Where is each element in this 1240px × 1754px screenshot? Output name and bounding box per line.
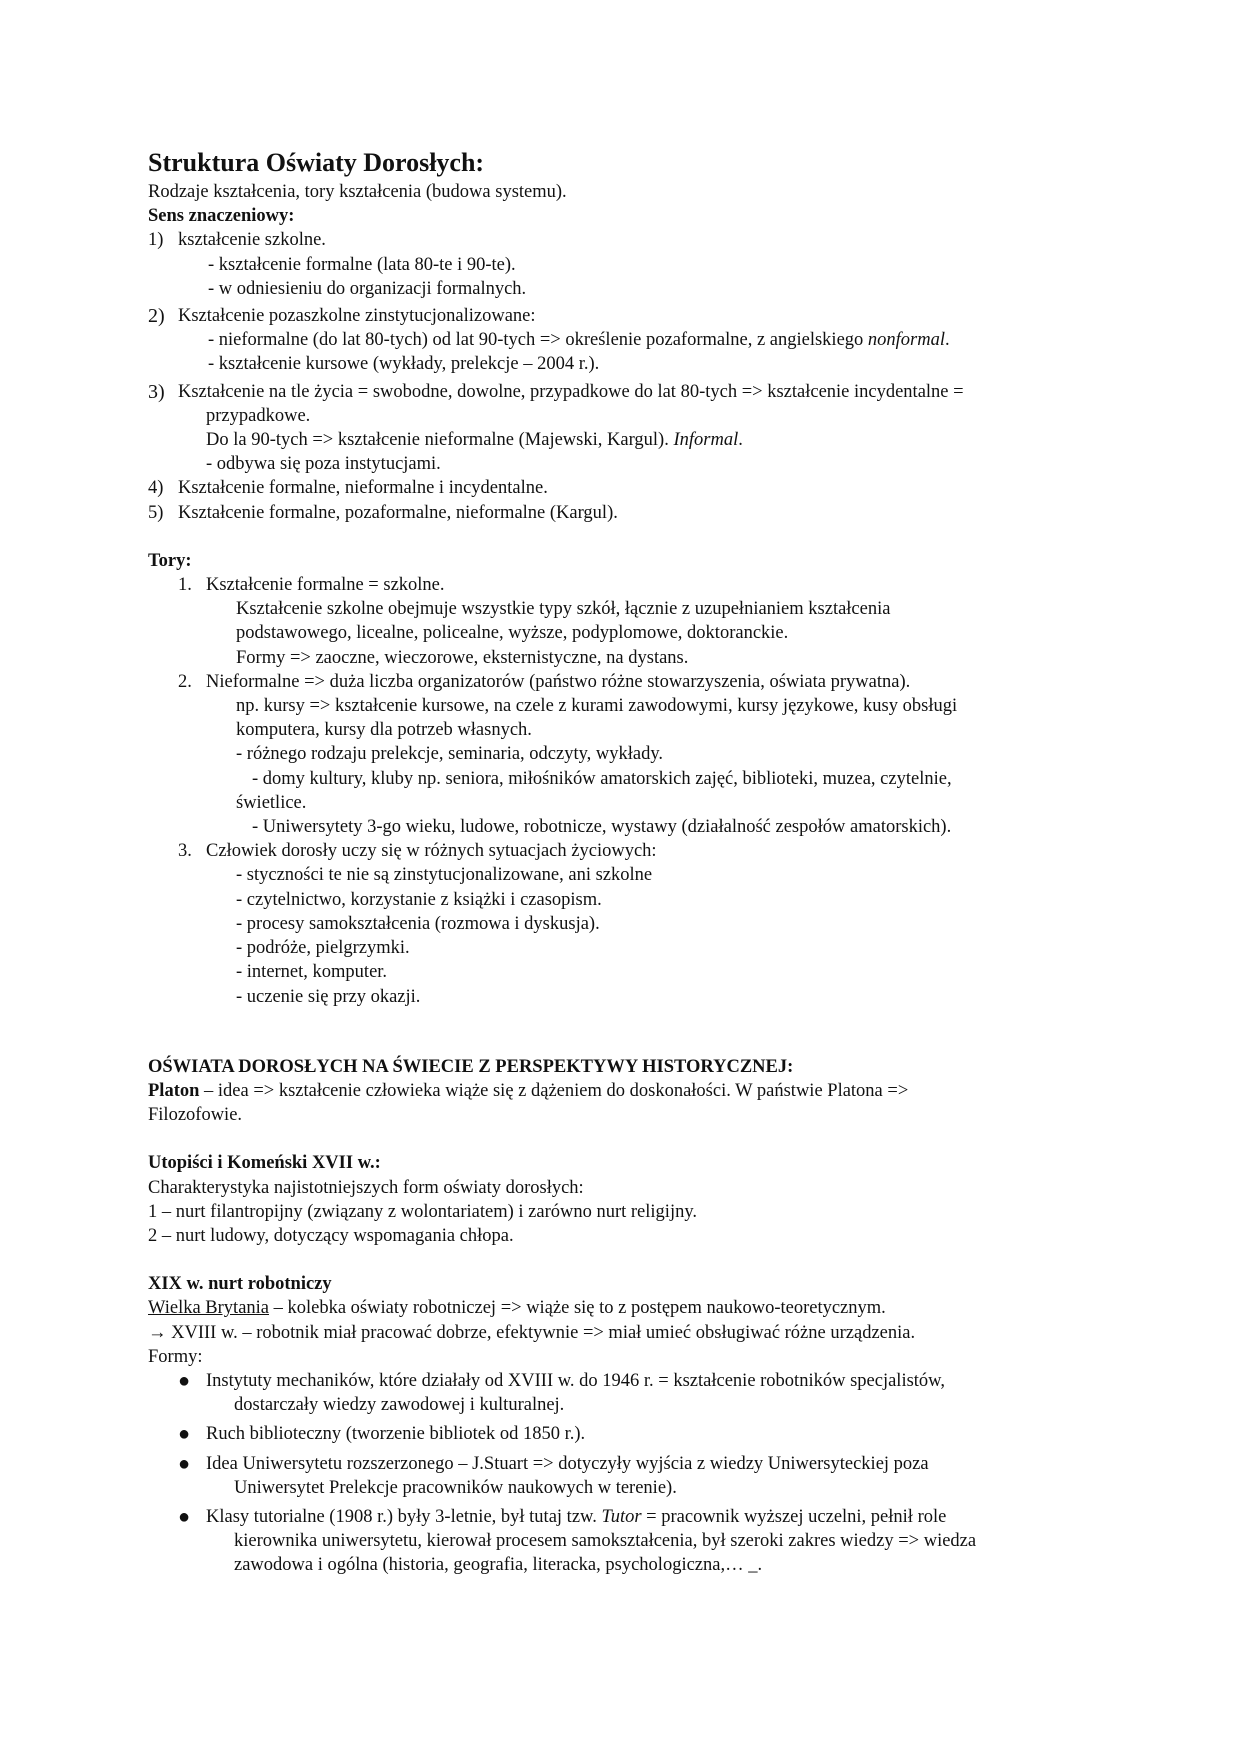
- platon-paragraph: [148, 1079, 1098, 1103]
- sub-line: - kształcenie formalne (lata 80-te i 90-te).: [208, 254, 516, 275]
- sub-line: - procesy samokształcenia (rozmowa i dyskusja).: [236, 913, 600, 934]
- sens-item: [148, 501, 1098, 525]
- sub-text: Do la 90-tych => kształcenie nieformalne (Majewski, Kargul).: [206, 430, 674, 451]
- item-number: 2): [148, 305, 165, 328]
- item-number: 3.: [178, 841, 192, 862]
- tory-item: [148, 839, 1098, 863]
- bullet-line: Idea Uniwersytetu rozszerzonego – J.Stuart => dotyczyły wyjścia z wiedzy Uniwersyteckiej poza: [206, 1453, 929, 1474]
- bullet-icon: ●: [178, 1423, 191, 1446]
- wb-name: Wielka Brytania: [148, 1298, 269, 1319]
- sub-line: Formy => zaoczne, wieczorowe, eksternistyczne, na dystans.: [236, 647, 689, 668]
- sub-line: komputera, kursy dla potrzeb własnych.: [236, 720, 532, 741]
- platon-continuation: Filozofowie.: [148, 1105, 243, 1126]
- item-number: 1.: [178, 575, 192, 596]
- bullet-item: [148, 1505, 1098, 1578]
- sub-line: - uczenie się przy okazji.: [236, 986, 421, 1007]
- sens-item: [148, 476, 1098, 500]
- punct: .: [738, 430, 743, 451]
- sub-line: - odbywa się poza instytucjami.: [206, 454, 441, 475]
- item-number: 2.: [178, 671, 192, 692]
- tory-item: [148, 573, 1098, 597]
- wb-text: – kolebka oświaty robotniczej => wiąże się to z postępem naukowo-teoretycznym.: [269, 1298, 886, 1319]
- item-text: Człowiek dorosły uczy się w różnych sytuacjach życiowych:: [206, 841, 657, 862]
- bullet-item: [148, 1369, 1098, 1417]
- sub-line: - domy kultury, kluby np. seniora, miłośników amatorskich zajęć, biblioteki, muzea, czytelnie,: [252, 768, 952, 789]
- sub-line: - Uniwersytety 3-go wieku, ludowe, robotnicze, wystawy (działalność zespołów amatorskich).: [252, 817, 952, 838]
- bullet-text: [148, 1422, 1098, 1446]
- bullet-icon: ●: [178, 1505, 191, 1528]
- sens-item: [148, 380, 1098, 404]
- utopisci-line: Charakterystyka najistotniejszych form oświaty dorosłych:: [148, 1177, 584, 1198]
- item-text: Nieformalne => duża liczba organizatorów (państwo różne stowarzyszenia, oświata prywatna).: [206, 671, 911, 692]
- sens-item: [148, 304, 1098, 328]
- utopisci-line: 1 – nurt filantropijny (związany z wolontariatem) i zarówno nurt religijny.: [148, 1201, 698, 1222]
- sub-line: - czytelnictwo, korzystanie z książki i czasopism.: [236, 889, 602, 910]
- bullet-line: Ruch biblioteczny (tworzenie bibliotek od 1850 r.).: [206, 1424, 586, 1445]
- utopisci-heading: Utopiści i Komeński XVII w.:: [148, 1153, 381, 1174]
- bullet-line: kierownika uniwersytetu, kierował procesem samokształcenia, był szeroki zakres wiedzy => wiedza: [234, 1531, 977, 1552]
- sub-line: podstawowego, licealne, policealne, wyższe, podyplomowe, doktoranckie.: [236, 623, 789, 644]
- item-number: 4): [148, 478, 164, 499]
- sens-item: [148, 228, 1098, 252]
- sub-line: - różnego rodzaju prelekcje, seminaria, odczyty, wykłady.: [236, 744, 664, 765]
- forms-label: Formy:: [148, 1346, 203, 1367]
- bullet-item: [148, 1452, 1098, 1500]
- bullet-text: [148, 1505, 1098, 1578]
- xix-heading: XIX w. nurt robotniczy: [148, 1274, 332, 1295]
- tutor-term: Tutor: [601, 1506, 642, 1527]
- intro-line: Rodzaje kształcenia, tory kształcenia (budowa systemu).: [148, 182, 567, 202]
- item-text: Kształcenie formalne, nieformalne i incydentalne.: [178, 478, 548, 499]
- item-text: kształcenie szkolne.: [178, 230, 326, 251]
- bullet-item: [148, 1422, 1098, 1446]
- sub-line: świetlice.: [236, 792, 307, 813]
- platon-name: Platon: [148, 1080, 200, 1101]
- item-text: Kształcenie na tle życia = swobodne, dowolne, przypadkowe do lat 80-tych => kształcenie incydentalne =: [178, 381, 964, 402]
- document-body: [148, 146, 1098, 1583]
- foreign-term: nonformal: [867, 330, 946, 351]
- sub-line: - podróże, pielgrzymki.: [236, 938, 410, 959]
- sub-line: Kształcenie szkolne obejmuje wszystkie typy szkół, łącznie z uzupełnianiem kształcenia: [236, 599, 891, 620]
- item-number: 5): [148, 502, 164, 523]
- sub-line: - internet, komputer.: [236, 962, 388, 983]
- sub-line: - w odniesieniu do organizacji formalnych.: [208, 278, 527, 299]
- bullet-line: = pracownik wyższej uczelni, pełnił role: [641, 1506, 947, 1527]
- foreign-term: Informal: [673, 430, 739, 451]
- platon-text: – idea => kształcenie człowieka wiąże się z dążeniem do doskonałości. W państwie Platona =>: [199, 1080, 909, 1101]
- sub-line: [148, 328, 1098, 352]
- tory-item: [148, 670, 1098, 694]
- bullet-line: Instytuty mechaników, które działały od XVIII w. do 1946 r. = kształcenie robotników specjalistów,: [206, 1370, 945, 1391]
- bullet-icon: ●: [178, 1452, 191, 1475]
- sub-line: [148, 428, 1098, 452]
- item-text: Kształcenie formalne = szkolne.: [206, 575, 445, 596]
- utopisci-line: 2 – nurt ludowy, dotyczący wspomagania chłopa.: [148, 1225, 514, 1246]
- tory-heading: Tory:: [148, 550, 192, 571]
- punct: .: [945, 330, 950, 351]
- sens-heading: Sens znaczeniowy:: [148, 206, 295, 227]
- sub-line: - styczności te nie są zinstytucjonalizowane, ani szkolne: [236, 865, 653, 886]
- wb-line: [148, 1296, 1098, 1320]
- sub-line: - kształcenie kursowe (wykłady, prelekcje – 2004 r.).: [208, 354, 600, 375]
- sub-text: - nieformalne (do lat 80-tych) od lat 90-tych => określenie pozaformalne, z angielskiego: [208, 330, 868, 351]
- arrow-line: → XVIII w. – robotnik miał pracować dobrze, efektywnie => miał umieć obsługiwać różne urządzenia.: [148, 1322, 916, 1343]
- item-text: Kształcenie pozaszkolne zinstytucjonalizowane:: [178, 306, 536, 327]
- item-continuation: przypadkowe.: [206, 405, 311, 426]
- bullet-line: zawodowa i ogólna (historia, geografia, literacka, psychologiczna,… _.: [234, 1555, 763, 1576]
- page-title: Struktura Oświaty Dorosłych:: [148, 148, 485, 177]
- item-number: 1): [148, 230, 164, 251]
- bullet-line: dostarczały wiedzy zawodowej i kulturalnej.: [234, 1395, 565, 1416]
- bullet-text: [148, 1452, 1098, 1500]
- bullet-text: [148, 1369, 1098, 1417]
- bullet-line: Klasy tutorialne (1908 r.) były 3-letnie, był tutaj tzw.: [206, 1506, 602, 1527]
- bullet-icon: ●: [178, 1369, 191, 1392]
- sub-line: np. kursy => kształcenie kursowe, na czele z kurami zawodowymi, kursy językowe, kusy obsługi: [236, 696, 958, 717]
- history-heading: OŚWIATA DOROSŁYCH NA ŚWIECIE Z PERSPEKTYWY HISTORYCZNEJ:: [148, 1056, 794, 1077]
- item-text: Kształcenie formalne, pozaformalne, nieformalne (Kargul).: [178, 502, 618, 523]
- item-number: 3): [148, 380, 165, 403]
- bullet-line: Uniwersytet Prelekcje pracowników naukowych w terenie).: [234, 1477, 677, 1498]
